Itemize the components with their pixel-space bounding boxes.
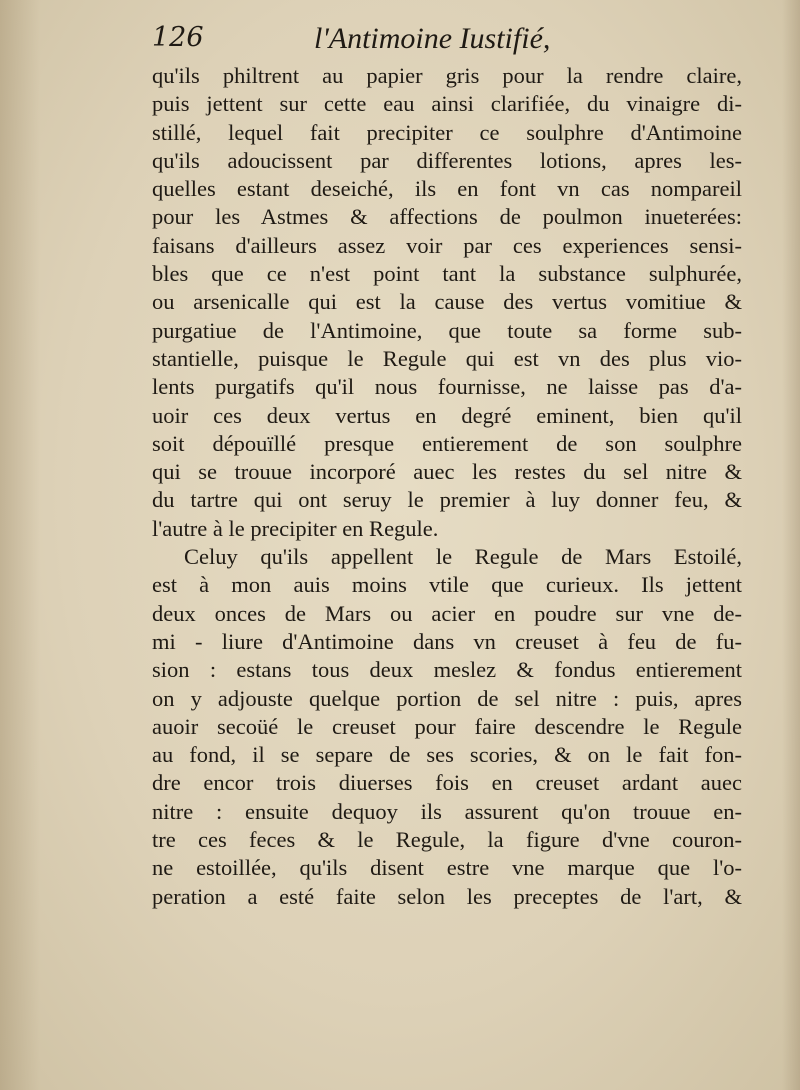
text-line: on y adjouste quelque portion de sel nitre : puis, apres	[152, 685, 742, 711]
text-line: deux onces de Mars ou acier en poudre sur vne de-	[152, 600, 742, 626]
text-line: du tartre qui ont seruy le premier à luy donner feu, &	[152, 487, 742, 513]
text-line: qu'ils adoucissent par differentes lotions, apres les-	[152, 147, 742, 173]
text-line: tre ces feces & le Regule, la figure d'vne couron-	[152, 827, 742, 853]
text-line: bles que ce n'est point tant la substance sulphurée,	[152, 261, 742, 287]
text-line: est à mon auis moins vtile que curieux. Ils jettent	[152, 572, 742, 598]
text-line: ou arsenicalle qui est la cause des vertus vomitiue &	[152, 289, 742, 315]
text-line: stillé, lequel fait precipiter ce soulphre d'Antimoine	[152, 119, 742, 145]
text-line: uoir ces deux vertus en degré eminent, bien qu'il	[152, 402, 742, 428]
text-line: qui se trouue incorporé auec les restes du sel nitre &	[152, 459, 742, 485]
paragraph-end-line: l'autre à le precipiter en Regule.	[152, 515, 439, 541]
body-text	[152, 62, 742, 911]
text-line: au fond, il se separe de ses scories, & on le fait fon-	[152, 742, 742, 768]
text-line: purgatiue de l'Antimoine, que toute sa forme sub-	[152, 317, 742, 343]
text-line: stantielle, puisque le Regule qui est vn des plus vio-	[152, 345, 742, 371]
text-line: auoir secoüé le creuset pour faire descendre le Regule	[152, 713, 742, 739]
page-number: 126	[152, 22, 204, 53]
text-line: qu'ils philtrent au papier gris pour la rendre claire,	[152, 63, 742, 88]
text-line: soit dépouïllé presque entierement de son soulphre	[152, 430, 742, 456]
text-line: dre encor trois diuerses fois en creuset ardant auec	[152, 770, 742, 796]
running-head	[152, 22, 732, 62]
text-line: lents purgatifs qu'il nous fournisse, ne laisse pas d'a-	[152, 374, 742, 400]
text-line: nitre : ensuite dequoy ils assurent qu'on trouue en-	[152, 798, 742, 824]
text-line: puis jettent sur cette eau ainsi clarifiée, du vinaigre di-	[152, 91, 742, 117]
text-line: quelles estant deseiché, ils en font vn cas nompareil	[152, 176, 742, 202]
text-line: peration a esté faite selon les preceptes de l'art, &	[152, 883, 742, 909]
text-line: mi - liure d'Antimoine dans vn creuset à feu de fu-	[152, 628, 742, 654]
text-line: sion : estans tous deux meslez & fondus entierement	[152, 657, 742, 683]
text-line: pour les Astmes & affections de poulmon inueterées:	[152, 204, 742, 230]
running-title: l'Antimoine Iustifié,	[314, 22, 551, 55]
text-line: ne estoillée, qu'ils disent estre vne marque que l'o-	[152, 855, 742, 881]
text-line: faisans d'ailleurs assez voir par ces experiences sensi-	[152, 232, 742, 258]
paragraph-start-line: Celuy qu'ils appellent le Regule de Mars Estoilé,	[184, 544, 742, 570]
